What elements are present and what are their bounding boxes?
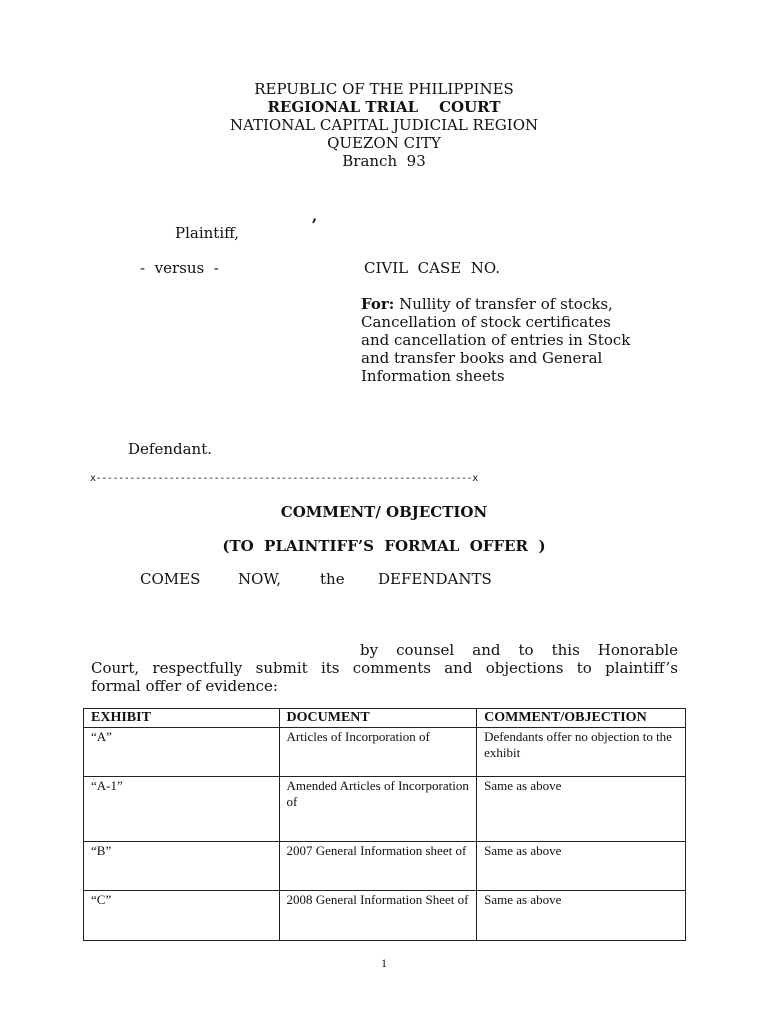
table-header-row xyxy=(84,709,686,728)
document-title: COMMENT/ OBJECTION xyxy=(280,503,488,521)
exhibit-cell: “B” xyxy=(84,842,280,891)
for-line-1-text: Nullity of transfer of stocks, xyxy=(399,295,613,313)
versus-label: - versus - xyxy=(140,259,219,277)
exhibit-cell: “C” xyxy=(84,891,280,941)
header-exhibit: EXHIBIT xyxy=(84,709,280,728)
document-subtitle: (TO PLAINTIFF’S FORMAL OFFER ) xyxy=(222,537,546,555)
for-line-5: Information sheets xyxy=(361,367,505,385)
intro-now: NOW, xyxy=(238,570,281,588)
intro-the: the xyxy=(320,570,345,588)
exhibit-table xyxy=(83,708,686,941)
intro-defendants: DEFENDANTS xyxy=(378,570,492,588)
header-comment: COMMENT/OBJECTION xyxy=(477,709,686,728)
table-row xyxy=(84,728,686,777)
for-line-1 xyxy=(361,295,630,313)
exhibit-cell: “A” xyxy=(84,728,280,777)
comment-cell: Defendants offer no objection to the exhibit xyxy=(477,728,686,777)
header-region: NATIONAL CAPITAL JUDICIAL REGION xyxy=(229,116,539,134)
document-cell: Amended Articles of Incorporation of xyxy=(279,777,477,842)
for-line-2: Cancellation of stock certificates xyxy=(361,313,611,331)
table-row xyxy=(84,777,686,842)
header-republic: REPUBLIC OF THE PHILIPPINES xyxy=(254,80,514,98)
for-label: For: xyxy=(361,295,395,313)
intro-line-2: Court, respectfully submit its comments and objections to plaintiff’s xyxy=(91,659,678,677)
document-cell: 2007 General Information sheet of xyxy=(279,842,477,891)
comment-cell: Same as above xyxy=(477,842,686,891)
comment-cell: Same as above xyxy=(477,891,686,941)
case-number-label: CIVIL CASE NO. xyxy=(364,259,501,277)
intro-line-3: formal offer of evidence: xyxy=(91,677,278,695)
intro-comes: COMES xyxy=(140,570,201,588)
for-line-3: and cancellation of entries in Stock xyxy=(361,331,631,349)
intro-line-1: by counsel and to this Honorable xyxy=(360,641,678,659)
caption-comma: , xyxy=(312,207,318,225)
comment-cell: Same as above xyxy=(477,777,686,842)
table-row xyxy=(84,842,686,891)
for-block xyxy=(361,295,630,385)
for-line-4: and transfer books and General xyxy=(361,349,603,367)
document-cell: Articles of Incorporation of xyxy=(279,728,477,777)
caption-divider: x-------------------------------------------------------------------x xyxy=(90,473,478,484)
document-cell: 2008 General Information Sheet of xyxy=(279,891,477,941)
header-branch: Branch 93 xyxy=(342,152,426,170)
header-document: DOCUMENT xyxy=(279,709,477,728)
defendant-label: Defendant. xyxy=(128,440,212,458)
page-number: 1 xyxy=(381,956,387,970)
plaintiff-label: Plaintiff, xyxy=(175,224,240,242)
header-city: QUEZON CITY xyxy=(327,134,441,152)
table-row xyxy=(84,891,686,941)
exhibit-cell: “A-1” xyxy=(84,777,280,842)
header-court: REGIONAL TRIAL COURT xyxy=(267,98,501,116)
